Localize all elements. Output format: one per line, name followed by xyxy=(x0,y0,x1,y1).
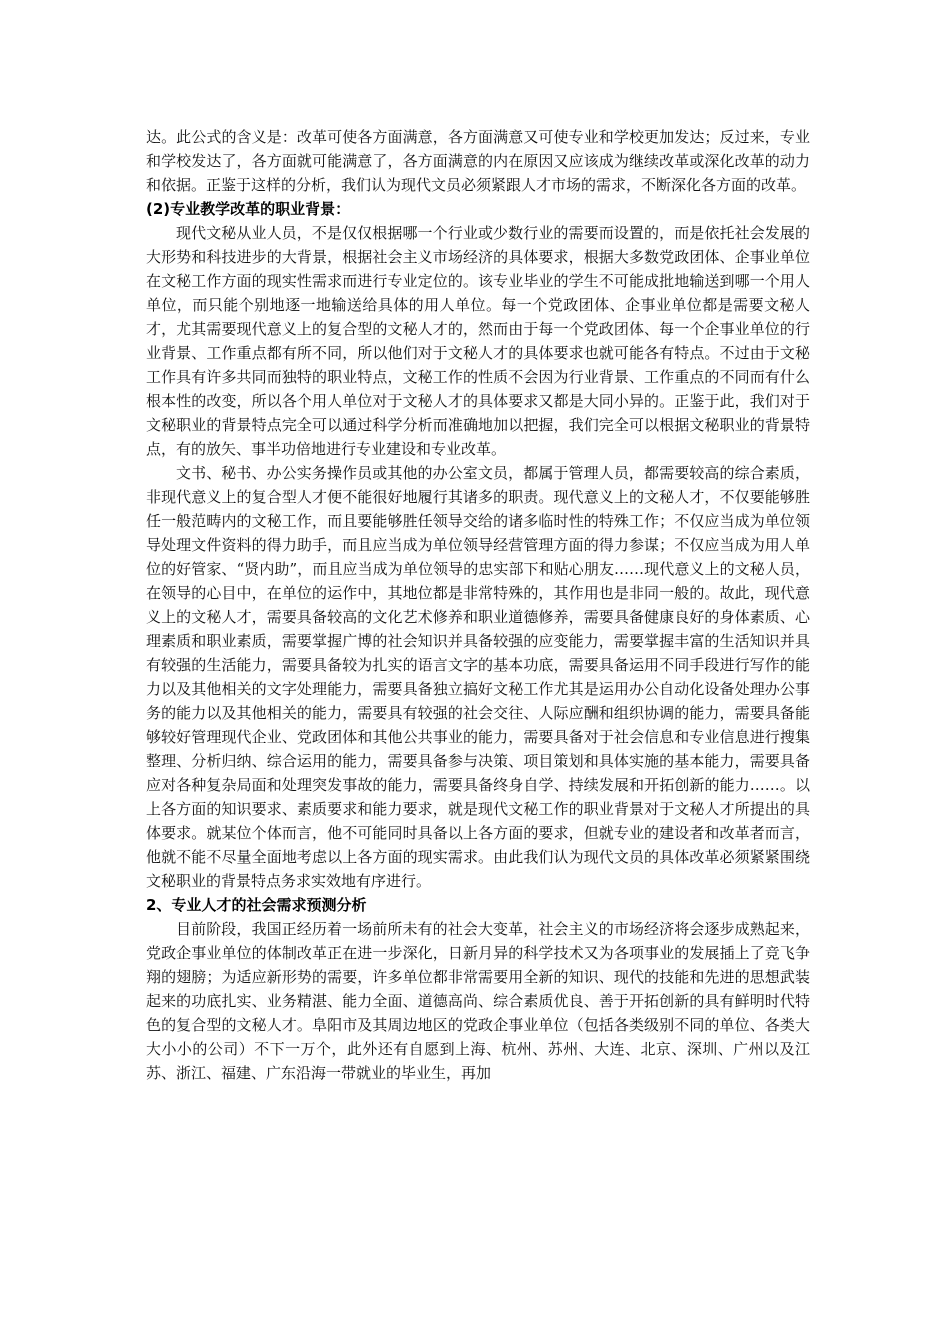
paragraph-2: 现代文秘从业人员，不是仅仅根据哪一个行业或少数行业的需要而设置的，而是依托社会发展的大形势和科技进步的大背景，根据社会主义市场经济的具体要求，根据大多数党政团体、企事业单位在文秘工作方面的现实性需求而进行专业定位的。该专业毕业的学生不可能成批地输送到哪一个用人单位，而只能个别地逐一地输送给具体的用人单位。每一个党政团体、企事业单位都是需要文秘人才，尤其需要现代意义上的复合型的文秘人才的，然而由于每一个党政团体、每一个企事业单位的行业背景、工作重点都有所不同，所以他们对于文秘人才的具体要求也就可能各有特点。不过由于文秘工作具有许多共同而独特的职业特点，文秘工作的性质不会因为行业背景、工作重点的不同而有什么根本性的改变，所以各个用人单位对于文秘人才的具体要求又都是大同小异的。正鉴于此，我们对于文秘职业的背景特点完全可以通过科学分析而准确地加以把握，我们完全可以根据文秘职业的背景特点，有的放矢、事半功倍地进行专业建设和专业改革。 xyxy=(146,224,810,458)
paragraph-1: 达。此公式的含义是：改革可使各方面满意，各方面满意又可使专业和学校更加发达；反过来，专业和学校发达了，各方面就可能满意了，各方面满意的内在原因又应该成为继续改革或深化改革的动力和依据。正鉴于这样的分析，我们认为现代文员必须紧跟人才市场的需求，不断深化各方面的改革。 xyxy=(146,128,810,194)
section-heading-demand-forecast: 2、专业人才的社会需求预测分析 xyxy=(146,896,367,914)
document-page xyxy=(146,125,810,1085)
section-heading-vocational-background: (2)专业教学改革的职业背景： xyxy=(146,200,351,218)
paragraph-3: 文书、秘书、办公实务操作员或其他的办公室文员，都属于管理人员，都需要较高的综合素质，非现代意义上的复合型人才便不能很好地履行其诸多的职责。现代意义上的文秘人才，不仅要能够胜任一般范畴内的文秘工作，而且要能够胜任领导交给的诸多临时性的特殊工作；不仅应当成为单位领导处理文件资料的得力助手，而且应当成为单位领导经营管理方面的得力参谋；不仅应当成为用人单位的好管家、“贤内助”，而且应当成为单位领导的忠实部下和贴心朋友……现代意义上的文秘人员，在领导的心目中，在单位的运作中，其地位都是非常特殊的，其作用也是非同一般的。故此，现代意义上的文秘人才，需要具备较高的文化艺术修养和职业道德修养，需要具备健康良好的身体素质、心理素质和职业素质，需要掌握广博的社会知识并具备较强的应变能力，需要掌握丰富的生活知识并具有较强的生活能力，需要具备较为扎实的语言文字的基本功底，需要具备运用不同手段进行写作的能力以及其他相关的文字处理能力，需要具备独立搞好文秘工作尤其是运用办公自动化设备处理办公事务的能力以及其他相关的能力，需要具有较强的社会交往、人际应酬和组织协调的能力，需要具备能够较好管理现代企业、党政团体和其他公共事业的能力，需要具备对于社会信息和专业信息进行搜集整理、分析归纳、综合运用的能力，需要具备参与决策、项目策划和具体实施的基本能力，需要具备应对各种复杂局面和处理突发事故的能力，需要具备终身自学、持续发展和开拓创新的能力……。以上各方面的知识要求、素质要求和能力要求，就是现代文秘工作的职业背景对于文秘人才所提出的具体要求。就某位个体而言，他不可能同时具备以上各方面的要求，但就专业的建设者和改革者而言，他就不能不尽量全面地考虑以上各方面的现实需求。由此我们认为现代文员的具体改革必须紧紧围绕文秘职业的背景特点务求实效地有序进行。 xyxy=(146,464,810,890)
paragraph-4: 目前阶段，我国正经历着一场前所未有的社会大变革，社会主义的市场经济将会逐步成熟起来，党政企事业单位的体制改革正在进一步深化，日新月异的科学技术又为各项事业的发展插上了竞飞争翔的翅膀；为适应新形势的需要，许多单位都非常需要用全新的知识、现代的技能和先进的思想武装起来的功底扎实、业务精湛、能力全面、道德高尚、综合素质优良、善于开拓创新的具有鲜明时代特色的复合型的文秘人才。阜阳市及其周边地区的党政企事业单位（包括各类级别不同的单位、各类大大小小的公司）不下一万个，此外还有自愿到上海、杭州、苏州、大连、北京、深圳、广州以及江苏、浙江、福建、广东沿海一带就业的毕业生，再加 xyxy=(146,920,810,1082)
